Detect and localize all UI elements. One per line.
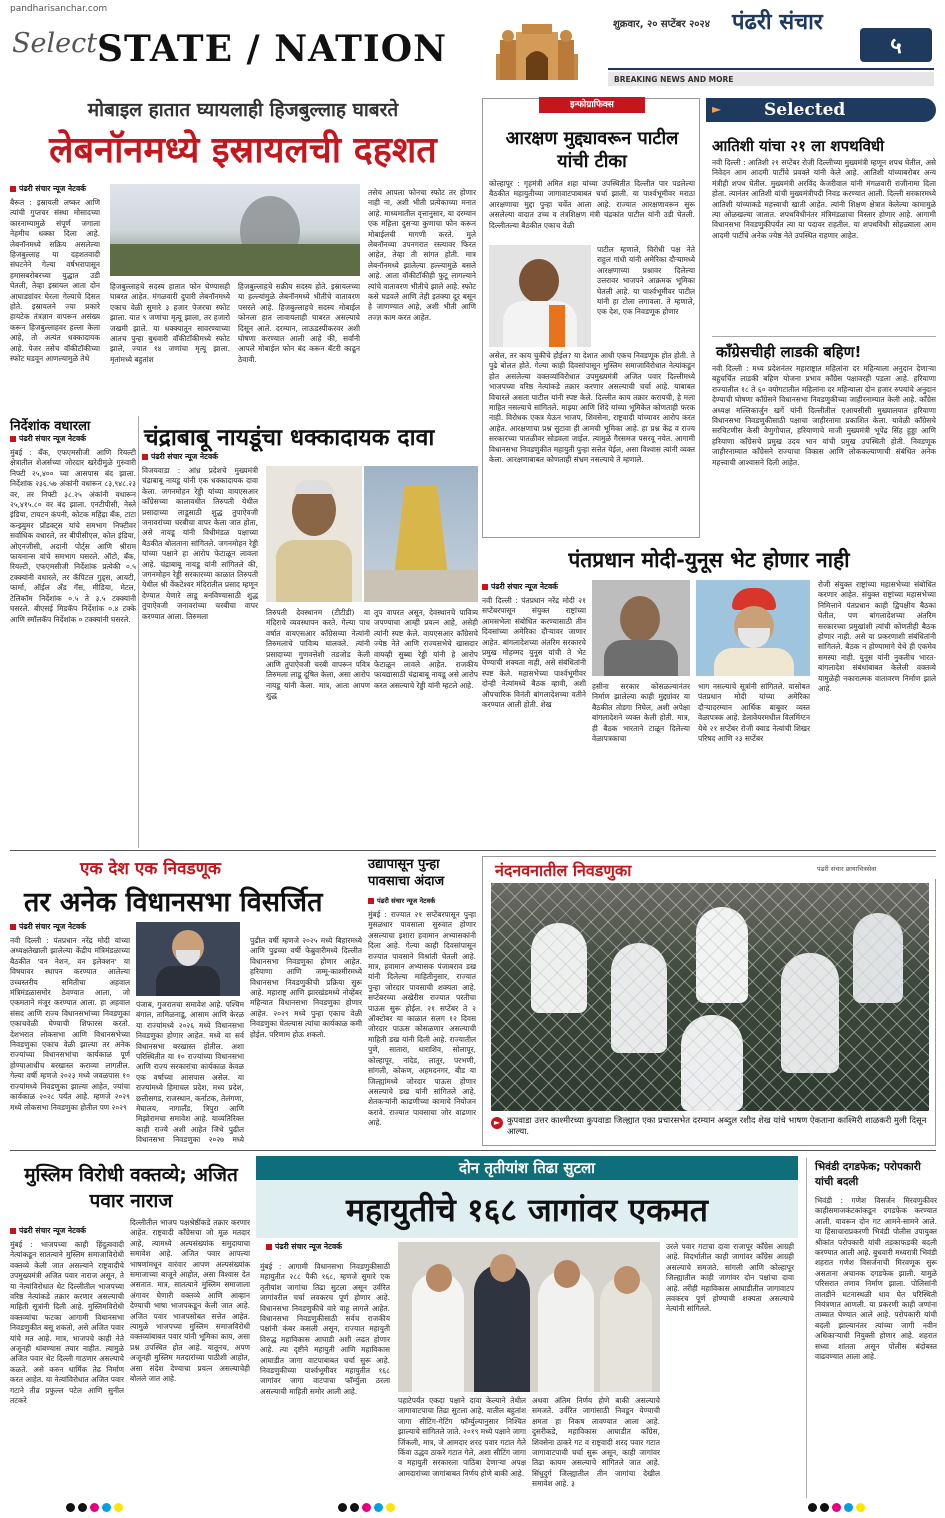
masthead-rule bbox=[608, 68, 934, 70]
saffron-scarf bbox=[549, 305, 565, 347]
one-nation-kicker: एक देश एक निवडणूक bbox=[80, 859, 221, 879]
naidu-byline bbox=[142, 452, 218, 462]
byline-text: पंढरी संचार न्यूज नेटवर्क bbox=[377, 897, 436, 905]
ajit-pawar-article bbox=[10, 1158, 250, 1500]
kashmir-section-title: नंदनवनातील निवडणुका bbox=[495, 861, 632, 880]
ladki-bahin-body: नवी दिल्ली : मध्य प्रदेशनंतर महाराष्ट्रात महिलांना दर महिन्याला अनुदान देणाऱ्या बहुचर्चित लाडकी बहिण योजना प्रभाव कॉंग्रेस पक्षावरही पडला आहे. हरियाणा राज्यातील १८ ते ६० वयोगटातील महिलांना दर महिन्याला दोन हजार रुपयांचे अनुदान देण्याची घोषणा कॉंग्रेसने विधानसभा निवडणुकीच्या जाहीरनाम्यात केली आहे. कॉंग्रेस अध्यक्ष मल्लिकार्जुन खर्गे यांनी दिल्लीतील एआयसीसी मुख्यालयात हरियाणा विधानसभा निवडणुकीसाठी पक्षाचा जाहीरनामा प्रकाशित केला. यावेळी कॉंग्रेसचे सरचिटणीस केसी वेणुगोपाल, हरियाणाचे माजी मुख्यमंत्री भूपेंद्र सिंह हुड्डा आणि हरियाणा कॉंग्रेसचे प्रमुख उदय भान यांची प्रमुख उपस्थिती होती. निवडणूक जाहीरनाम्यात कॉंग्रेसने राज्याचा विकास आणि लोककल्याणाची संबंधित अनेक महत्त्वाची आश्वासने दिली आहेत. bbox=[712, 364, 936, 467]
selected-banner bbox=[706, 98, 936, 122]
byline-marker bbox=[10, 186, 16, 192]
patil-col2: पाटील म्हणाले, विरोधी पक्ष नेते राहुल गांधी यांनी अमेरिका दौऱ्यामध्ये आरक्षणाच्या प्रश्नावर दिलेल्या उत्तरावर भाजपने आक्रमक भूमिका घेतली आहे. या पार्श्वभूमीवर पाटील यांनी हा टोला लगावला. ते म्हणाले, एक देश, एक निवडणूक होणार bbox=[597, 245, 695, 317]
col-divider-left bbox=[138, 416, 139, 848]
row-divider-mid bbox=[10, 850, 936, 851]
speaker-body bbox=[503, 301, 577, 347]
byline-text: पंढरी संचार न्यूज नेटवर्क bbox=[19, 1226, 86, 1235]
date-line: शुक्रवार, २० सप्टेंबर २०२४ bbox=[613, 19, 710, 30]
kashmir-caption: कुपवाडा उत्तर काश्मीरच्या कुपवाडा जिल्ह्यात एका प्रचारसभेत दरम्यान अब्दुल रशीद शेख यांचे भाषण ऐकताना काश्मिरी शाळकरी मुली दिसून आल्या. bbox=[507, 1115, 927, 1136]
masthead bbox=[0, 0, 945, 90]
speaker-beard bbox=[176, 950, 200, 966]
mahayuti-kicker-bar bbox=[256, 1156, 798, 1180]
infographic-box bbox=[482, 98, 700, 538]
kashmir-photo-credit: पंढरी संचार छायाचित्रसेवा bbox=[817, 865, 877, 873]
kashmir-girls-photo bbox=[491, 883, 929, 1111]
breaking-strip bbox=[608, 72, 934, 86]
modi-cabinet-photo bbox=[136, 922, 240, 996]
naidu-article bbox=[142, 420, 478, 844]
modi-yunus-headline: पंतप्रधान मोदी-युनूस भेट होणार नाही bbox=[568, 548, 850, 572]
mahayuti-col4: उरले पवार गटाचा दावा राजापूर काँग्रेस आग्रही आहे. विदर्भातील काही जागांवर काँग्रेस आग्रही असल्याचे समजते. सांगली आणि कोल्हापूर जिल्ह्यातील काही जागांवर दोन पक्षांचा दावा आहे. तरीही महाविकास आघाडीतील जागावाटप लवकरच पूर्ण होण्याची शक्यता असल्याचे नेत्यांनी सांगितले. bbox=[666, 1242, 794, 1314]
caption-arrow-icon: ► bbox=[491, 1117, 503, 1129]
patil-body: असेल, तर काय चुकीचे होईल? या देशात आधी एकच निवडणूक होत होती. ते पुढे बोलत होते. गेल्या काही दिवसांपासून मुस्लिम समाजाविरोधात नेत्यांकडून होत असलेल्या वक्तव्यांविरोधात उपमुख्यमंत्री अजित पवार दिल्लीमध्ये भाजपच्या वरिष्ठ नेत्यांकडे तक्रार करणार असल्याची चर्चा आहे. याबाबत विचारले असता पाटील यांनी स्पष्ट केले. दिल्लीत काय तक्रार करायची, हे मला माहित नसल्याचे सांगितले. माझ्या आणि शिंदे यांच्या भूमिकेत कोणताही फरक नाही. विरोधक एकत्र येऊन भाजप, शिवसेना, राष्ट्रवादी यांच्यावर आरोप करत आहेत. आरक्षणाचा प्रश्न सुटावा ही आमची भूमिका आहे. हा प्रश्न केंद्र व राज्य सरकारच्या पातळीवर सोडवला जाईल. त्यामुळे गैरसमज पसरवू नयेत. आगामी विधानसभा निवडणुकीत महायुती पुन्हा सत्तेत येईल, असा विश्वास त्यांनी व्यक्त केला. आरक्षणाबाबत कोणताही संभ्रम नसल्याचे ते म्हणाले. bbox=[489, 351, 695, 465]
one-nation-col1: नवी दिल्ली : पंतप्रधान नरेंद्र मोदी यांच्या अध्यक्षतेखाली झालेल्या केंद्रीय मंत्रिमंडळाच्या बैठकीत 'वन नेशन, वन इलेक्शन' या विषयावर स्थापन करण्यात आलेल्या उच्चस्तरीय समितीचा अहवाल मंत्रिमंडळासमोर ठेवण्यात आला, जो एकमताने मंजूर करण्यात आला. हा अहवाल संसद आणि राज्य विधानसभांच्या निवडणुका एकाचवेळी घेण्याची शिफारस करतो. देशभरात लोकसभा आणि विधानसभेच्या निवडणुका एकाच वेळी झाल्या तर अनेक राज्यांच्या विधानसभांचा कार्यकाळ पूर्ण होण्याआधीच बरखास्त कराव्या लागतील. गेल्या वर्षी म्हणजे २०२३ मध्ये जवळपास १० राज्यांमध्ये निवडणुका झाल्या आहेत, ज्यांचा कार्यकाळ २०२८ पर्यंत आहे. म्हणजे २०२९ मध्ये लोकसभा निवडणुका होतील पण २०२९ bbox=[10, 936, 130, 1112]
byline-text: पंढरी संचार न्यूज नेटवर्क bbox=[275, 1242, 342, 1251]
ajit-pawar-headline: मुस्लिम विरोधी वक्तव्ये; अजित पवार नाराज bbox=[24, 1164, 238, 1212]
lebanon-col2: हिजबुल्लाहचे सदस्य हातात फोन घेण्यासही घाबरत आहेत. मंगळवारी दुपारी लेबनॉनमध्ये एकाच वेळी सुमारे ३ हजार पेजरचा स्फोट झाला. यात ९ जणांचा मृत्यू झाला, तर हजारो जखमी झाले. या धक्क्यातून सावरण्याच्या आतच पुन्हा बुधवारी वॉकीटॉकीमध्ये स्फोट झाले, ज्यात १४ जणांचा मृत्यू झाला. मृतांमध्ये बहुतांश bbox=[110, 282, 230, 364]
ajit-pawar-col2: दिल्लीतील भाजप पक्षश्रेष्ठींकडे तक्रार करणार आहेत. राष्ट्रवादी काँग्रेसचा जो मूळ मतदार आहे, त्यामध्ये अल्पसंख्यांक समुदायाचा समावेश आहे. अजित पवार आपल्या भाषणांमधून वारंवार आपण अल्पसंख्यांक समाजाच्या बाजूने आहोत, असा विश्वास देत असतात. मात्र, सातत्याने मुस्लिम समाजाला अंगावर घेणारी वक्तव्ये आणि आव्हान देण्याची भाषा भाजपकडून केली जात आहे. अजित पवार भाजपसोबत सत्तेत आहेत. त्यामुळे भाजपच्या मुस्लिम समाजविरोधी वक्तव्यांबाबत पवार यांनी भूमिका काय, असा प्रश्न उपस्थित होत आहे. यातूनच, अपण अजूनही मुस्लिम मतदारांच्या पाठीशी आहोत, असा संदेश देण्याचा प्रयत्न असल्याचेही बोलले जात आहे. bbox=[130, 1218, 250, 1384]
temple-gopuram bbox=[394, 486, 448, 576]
row-divider-bottom bbox=[10, 1150, 936, 1151]
section-title: STATE / NATION bbox=[97, 28, 447, 70]
modi-photo-small bbox=[696, 580, 810, 676]
lebanon-article bbox=[10, 96, 476, 406]
byline-text: पंढरी संचार न्यूज नेटवर्क bbox=[491, 582, 558, 591]
modi-yunus-article bbox=[482, 546, 936, 846]
infographic-label bbox=[539, 97, 645, 113]
byline-marker bbox=[10, 1228, 16, 1234]
registration-marks-center bbox=[338, 1503, 395, 1512]
tirupati-temple-photo bbox=[364, 466, 478, 602]
byline-text: पंढरी संचार न्यूज नेटवर्क bbox=[19, 434, 86, 443]
mahayuti-col3: अथवा अंतिम निर्णय होणे बाकी असल्याचे समजते. उर्वरित जागांसाठी निवडून येण्याची क्षमता हा निकष लावण्यात आला आहे. दुसरीकडे, महाविकास आघाडीत काँग्रेस, शिवसेना ठाकरे गट व राष्ट्रवादी शरद पवार गटात जागावाटपाची चर्चा सुरू असून, काही जागांवर तिढा कायम असल्याचे सांगितले जात आहे. सिंधुदुर्ग जिल्ह्यातील तीन जागांचा देखील समावेश आहे. ३ bbox=[532, 1396, 660, 1489]
patil-photo bbox=[489, 245, 591, 347]
modi-kurta bbox=[714, 648, 794, 676]
sensex-article bbox=[10, 416, 136, 846]
ajit-pawar-byline bbox=[10, 1226, 86, 1236]
byline-text: पंढरी संचार न्यूज नेटवर्क bbox=[151, 452, 218, 461]
yunus-photo bbox=[592, 580, 690, 676]
byline-marker bbox=[482, 584, 488, 590]
page-number: ५ bbox=[890, 34, 902, 59]
gateway-illustration bbox=[492, 14, 582, 80]
rain-article bbox=[368, 856, 476, 1146]
naidu-hair bbox=[294, 480, 334, 494]
paper-name: पंढरी संचार bbox=[732, 10, 823, 35]
leader-face-4 bbox=[614, 1266, 640, 1294]
lebanon-byline bbox=[10, 184, 86, 194]
modi-yunus-byline bbox=[482, 582, 558, 592]
naidu-shirt bbox=[276, 540, 352, 602]
selected-label: Selected bbox=[764, 100, 846, 120]
mahayuti-kicker: दोन तृतीयांश तिढा सुटला bbox=[458, 1159, 596, 1177]
ajit-pawar-col1: मुंबई : भाजपच्या काही हिंदुत्ववादी नेत्यांकडून सातत्याने मुस्लिम समाजाविरोधी वक्तव्ये केली जात असल्याने राष्ट्रवादीचे उपमुख्यमंत्री अजित पवार नाराज असून, ते या नेत्यांविरोधात थेट दिल्लीतील भाजपच्या वरिष्ठ नेत्यांकडे तक्रार करणार असल्याची माहिती सूत्रांनी दिली आहे. मुस्लिमविरोधी वक्तव्यांचा फटका आगामी विधानसभा निवडणुकीत बसू शकतो, असे अजित पवार यांचे मत आहे. मात्र, भाजपचे काही नेते अजूनही थांबण्यास तयार नाहीत. त्यामुळे अजित पवार थेट दिल्ली गाठणार असल्याचे कळते. असे करुन धार्मिक तेढ निर्माण करत आहेत. या नेत्यांविरोधात अजित पवार गटाने तीव्र प्रफुल्ल पटेल आणि सुनील तटकरे bbox=[10, 1240, 124, 1406]
temple-base bbox=[364, 570, 478, 602]
rain-body: मुंबई : राज्यात २१ सप्टेंबरपासून पुन्हा मुसळधार पावसाला सुरुवात होणार असल्याचा इशारा हवामान अभ्यासकांनी दिला आहे. गेल्या काही दिवसांपासून राज्यात पावसाने विश्रांती घेतली आहे. मात्र, हवामान अभ्यासक पंजाबराव डख यांनी दिलेल्या माहितीनुसार, राज्यात पुन्हा जोरदार पावसाची शक्यता आहे. सप्टेंबरच्या अखेरीस राज्यात परतीचा पाऊस सुरू होईल. २१ सप्टेंबर ते २ ऑक्टोबर या काळात सलग १२ दिवस जोरदार पाऊस कोसळणार असल्याची माहिती डख यांनी दिली आहे. राज्यातील पुणे, सातारा, धाराशिव, सोलापूर, कोल्हापूर, नांदेड, लातूर, परभणी, सांगली, कोकण, अहमदनगर, बीड या जिल्ह्यांमध्ये जोरदार पाऊस होणार असल्याचे डख यांनी सांगितले आहे. शेतकऱ्यांनी काढणीच्या कामाचे नियोजन करावे. राज्यात पावसाचा जोर वाढणार आहे. bbox=[368, 910, 476, 1128]
byline-marker bbox=[266, 1244, 272, 1250]
breaking-label: BREAKING NEWS AND MORE bbox=[614, 74, 734, 84]
naidu-col1: विजयवाडा : आंध्र प्रदेशचे मुख्यमंत्री चंद्राबाबू नायडू यांनी एक धक्कादायक दावा केला. जगनमोहन रेड्डी यांच्या वायएसआर कॉंग्रेसच्या कालावधीत तिरुपती येथील प्रसादाच्या लाडूसाठी शुद्ध तुपाऐवजी जनावरांच्या चरबीचा वापर केला जात होता, असे नायडू यांनी विधीमंडळ पक्षाच्या बैठकीत बोलताना सांगितले. जगनमोहन रेड्डी यांच्या पक्षाने हा आरोप फेटाळून लावला आहे. चंद्राबाबू नायडू यांनी सांगितले की, जगनमोहन रेड्डी सरकारच्या काळात तिरुपती येथील श्री वेंकटेश्वर मंदिरातील प्रसाद म्हणून देण्यात येणारे लाडू बनविण्यासाठी शुद्ध तुपाऐवजी जनावरांच्या चरबीचा वापर करण्यात आला. तिरुमला bbox=[142, 466, 258, 621]
mahayuti-byline bbox=[266, 1242, 342, 1252]
leader-face-1 bbox=[426, 1264, 452, 1292]
registration-marks-right bbox=[808, 1503, 865, 1512]
lebanon-headline: लेबनॉनमध्ये इस्रायलची दहशत bbox=[49, 130, 437, 171]
lebanon-col4: तसेच आपला फोनचा स्फोट तर होणार नाही ना, अशी भीती प्रत्येकाच्या मनात आहे. माध्यमातील वृत्तानुसार, या दरम्यान एक महिला दुसऱ्या कुणाचा फोन करून मोबाईलची मागणी करते. मुले लेबनॉनच्या उपनगरात रस्त्यावर फिरत आहेत, तेव्हा ती सांगत होती. मात्र लेबनॉनमध्ये झालेल्या हल्ल्यामुळे बसले आहे. आता वॉकीटॉकीही फुटू लागल्याने त्यांचे वातावरण भीतीचे झाले आहे. स्फोट कसे घडवले आणि तेही इतक्या दूर बसून हे जाणण्यात आहे, अशी भीती आणि तज्ज्ञ काम करत आहेत. bbox=[368, 188, 476, 322]
yunus-head bbox=[620, 596, 660, 642]
one-nation-headline: तर अनेक विधानसभा विसर्जित bbox=[24, 887, 323, 918]
mahayuti-headline: महायुतीचे १६८ जागांवर एकमत bbox=[345, 1191, 709, 1229]
lebanon-col1: बैरूत : इस्रायली लष्कर आणि त्यांची गुप्तचर संस्था मोसादच्या कारनाम्यामुळे संपूर्ण जगाला नेहमीच धक्का दिला आहे. लेबनॉनमध्ये सक्रिय असलेल्या हिजबुल्लाह या दहशतवादी संघटनेने गेल्या वर्षभरापासून हमासबरोबरच्या युद्धात उडी घेतली, तेव्हा इस्रायल आता दोन आघाड्यांवर घेरला गेल्याचे दिसत होते. इस्रायलने ज्या प्रकारे हायटेक तंत्रज्ञान वापरून असंख्य करून हिजबुल्लाहवर हल्ला केला आहे, तो अत्यंत धक्कादायक आहे. पेजर तसेच वॉकीटॉकीच्या स्फोट घडवून आणल्यामुळे तेथे bbox=[10, 198, 100, 364]
hill bbox=[110, 244, 360, 276]
mahayuti-col2: पहाटेपर्यंत एकदा पक्षाने दावा केल्याने तेथील जागावाटपाचा तिढा सुटला आहे. यातील बहुतांश जागा सीटिंग-गेटिंग फॉर्म्युल्यानुसार निश्चित झाल्याचे सांगितले जाते. २०१९ मध्ये पक्षाने जागा जिंकली, मात्र, जे आमदार शरद पवार गटात गेले किंवा उद्धव ठाकरे गटात गेले, अशा सीटिंग जागा व महायुती सरकारला पाठिंबा देणाऱ्या अपक्ष आमदारांच्या जागांबाबत निर्णय होणे बाकी आहे. bbox=[398, 1396, 526, 1478]
atishi-body: नवी दिल्ली : आतिशी २१ सप्टेंबर रोजी दिल्लीच्या मुख्यमंत्री म्हणून शपथ घेतील, असे निवेदन आम आदमी पार्टीचे प्रवक्ते यांनी केले आहे. आतिशी यांच्याबरोबर अन्य मंत्रीही शपथ घेतील. मुख्यमंत्री अरविंद केजरीवाल यांनी मंगळवारी राजीनामा दिला होता. त्यानंतर आतिशी यांची मुख्यमंत्रीपदी निवड करण्यात आली. दिल्ली सरकारमध्ये आतिशी यांच्याकडे महत्त्वाची खाती आहेत. त्यांनी शिक्षण क्षेत्रात केलेल्या कामामुळे त्या ओळखल्या जातात. शपथविधीनंतर मंत्रिमंडळाचा विस्तार होणार आहे. आगामी विधानसभा निवडणुकीपर्यंत त्या या पदावर राहतील. या शपथविधी सोहळ्याला आम आदमी पार्टीचे अनेक ज्येष्ठ नेते उपस्थित राहणार आहेत. bbox=[712, 158, 936, 240]
sensex-body: मुंबई : बँक, एफएमसीजी आणि रियल्टी क्षेत्रातील शेअर्सच्या जोरदार खरेदीमुळे गुरुवारी निफ्टी २५,४०० च्या आसपास बंद झाला. निर्देशांक २३६.५७ अंकांनी वधारून ८३,९४८.२३ वर, तर निफ्टी ३८.२५ अंकांनी वधारून २५,४१५.८० वर बंद झाला. एनटीपीसी, नेस्ले इंडिया, टायटन कंपनी, कोटक महिंद्रा बँक, टाटा कन्झ्युमर प्रॉडक्ट्स यांचे समभाग निफ्टीवर सर्वाधिक वधारले, तर बीपीसीएल, कोल इंडिया, ओएनजीसी, अदानी पोर्ट्स आणि श्रीराम फायनान्स यांचे समभाग घसरले. ऑटो, बँक, रियल्टी, एफएमसीजी निर्देशांक प्रत्येकी ०.५ टक्क्यांनी वधारले, तर कॅपिटल गुड्स, आयटी, फार्मा, ऑईल अँड गॅस, मीडिया, मेटल, टेलिकॉम निर्देशांक ०.५ ते ३.५ टक्क्यांनी घसरले. बीएसई मिडकॅप निर्देशांक ०.४ टक्के आणि स्मॉलकॅप निर्देशांक ० टक्क्यांनी घसरले. bbox=[10, 448, 136, 624]
naidu-col3: तूप वापरत असून, देवस्थानचे पावित्र्य जपण्याचा आम्ही प्रयत्न आहे, असेही त्यांनी स्पष्ट केले. वायएसआर कॉंग्रेसचे ज्येष्ठ नेते आणि राज्यसभेचे खासदार वायव्ही सुब्बा रेड्डी यांनी हे आरोप फेटाळून लावले आहेत. राजकीय फायद्यासाठी चंद्राबाबू नायडू असे आरोप करत असल्याचे रेड्डी यांनी म्हटले आहे. bbox=[374, 608, 478, 690]
registration-marks-left bbox=[66, 1503, 123, 1512]
leader-3 bbox=[538, 1270, 594, 1392]
byline-marker bbox=[10, 924, 16, 930]
bhiwandi-article bbox=[806, 1158, 936, 1498]
sensex-heading: निर्देशांक वधारला bbox=[10, 419, 91, 434]
naidu-col2: तिरुपती देवस्थानम (टीटीडी) या मंदिराचे व्यवस्थापन करते. गेल्या पाच वर्षात वायएसआर कॉंग्रेसच्या नेत्यांनी तिरुमलाचे पावित्र्य घालवले. त्यांनी प्रसादाच्या गुणवत्तेशी तडजोड केली आणि तुपाऐवजी चरबी वापरून पवित्र तिरुमला लाडू दूषित केला, असा आरोप नायडू यांनी केला. मात्र, आता आपण शुद्ध bbox=[266, 608, 370, 701]
bhiwandi-body: भिवंडी : गणेश विसर्जन मिरवणुकीवर काहीसमाजकंटकांकडून दगडफेक करण्यात आली. यावरून दोन गट आमने-सामने आले. या हिंसाचाराप्रकरणी भिवंडी पोलीस उपायुक्त श्रीकांत परोपकारी यांची तडकाफडकी बदली करण्यात आली आहे. बुधवारी मध्यरात्री भिवंडी शहरात गणेश विसर्जनाची मिरवणूक सुरू असताना अचानक दगडफेक झाली. यामुळे परिसरात तणाव निर्माण झाला. पोलिसांनी तातडीने घटनास्थळी धाव घेत परिस्थिती नियंत्रणात आणली. या प्रकरणी काही जणांना ताब्यात घेण्यात आले आहे. परोपकारी यांची बदली झाल्यानंतर त्यांच्या जागी नवीन अधिकाऱ्याची नियुक्ती होणार आहे. शहरात सध्या शांतता असून पोलीस बंदोबस्त वाढवण्यात आला आहे. bbox=[815, 1196, 937, 1362]
one-nation-article bbox=[10, 856, 362, 1146]
lebanon-kicker: मोबाइल हातात घ्यायलाही हिजबुल्लाह घाबरते bbox=[87, 99, 399, 121]
byline-marker bbox=[10, 436, 16, 442]
page-number-badge bbox=[860, 28, 932, 62]
modi-yunus-col1: नवी दिल्ली : पंतप्रधान नरेंद्र मोदी २१ सप्टेंबरपासून संयुक्त राष्ट्रांच्या आमसभेला संबोधित करण्यासाठी तीन दिवसांच्या अमेरिका दौऱ्यावर जाणार आहेत. बांगलादेशच्या अंतरिम सरकारचे प्रमुख मोहम्मद युनूस यांची ते भेट घेण्याची शक्यता नाही, असे संबंधितांनी स्पष्ट केले. महासभेच्या पार्श्वभूमीवर दोन्ही नेत्यांमध्ये बैठक व्हावी, अशी औपचारिक विनंती बांगलादेशच्या वतीने करण्यात आली होती. शेख bbox=[482, 596, 586, 710]
naidu-headline: चंद्राबाबू नायडूंचा धक्कादायक दावा bbox=[144, 425, 435, 451]
leader-face-2 bbox=[490, 1254, 516, 1282]
sensex-byline bbox=[10, 434, 86, 444]
modi-yunus-col4: रोजी संयुक्त राष्ट्रांच्या महासभेच्या संबोधित करणार आहेत. संयुक्त राष्ट्रांच्या महासभेच्या निमित्ताने पंतप्रधान काही द्विपक्षीय बैठका घेतील, पण बांगलादेशच्या अंतरिम सरकारच्या प्रमुखांशी त्यांची कोणतीही बैठक होणार नाही. असे या प्रकरणाशी संबंधितांनी सांगितले. बैठक न होण्यामागे येथे ही एकमेव समस्या नाही. युनूस यांनी नुकतीच भारत-बांगलादेश संबंधांबाबत केलेली वक्तव्ये यामुळेही नकारात्मक वातावरण निर्माण झाले आहे. bbox=[818, 580, 936, 694]
mahayuti-leaders-photo bbox=[398, 1242, 660, 1392]
kashmir-photo-feature bbox=[482, 856, 936, 1146]
selected-arrow-icon: ► bbox=[712, 102, 722, 116]
byline-marker bbox=[142, 454, 148, 460]
one-nation-col4: पुढील वर्षी म्हणजे २०२५ मध्ये बिहारमध्ये आणि पुढच्या वर्षी फेब्रुवारीमध्ये दिल्लीत विधानसभा निवडणुका होणार आहेत. हरियाणा आणि जम्मू-काश्मीरमध्ये विधानसभा निवडणुकीची प्रक्रिया सुरू आहे. महाराष्ट्र आणि झारखंडमध्ये नोव्हेंबर महिन्यात विधानसभा निवडणुका होणार आहेत. २०२९ मध्ये पुन्हा एकाच वेळी निवडणुका घेतल्यास त्यांचा कार्यकाळ कमी होईल. परिणाम होऊ शकतो. bbox=[250, 936, 362, 1039]
selected-divider bbox=[712, 336, 936, 337]
chain-link-fence bbox=[491, 883, 929, 1111]
byline-marker bbox=[368, 898, 374, 904]
lebanon-col3: हिजबुल्लाहचे सक्रीय सदस्य होते. इस्रायलच्या या हल्ल्यांमुळे लेबनॉनमध्ये भीतीचे वातावरण पसरले आहे. हिजबुल्लाहचे सदस्य मोबाईल फोनला हात लावायलाही घाबरत असल्याचे दिसून आले. दरम्यान, लाऊडस्पीकरवर अशी घोषणा करण्यात आली आहे की, सर्वांनी आपले मोबाईल फोन बंद करून बॅटरी काढून ठेवावी. bbox=[238, 282, 360, 364]
select-word: Select bbox=[12, 28, 98, 59]
modi-yunus-col2: हसीना सरकार कोसळल्यानंतर निर्माण झालेल्या काही मुद्द्यांवर या बैठकीत तोडगा निघेल, अशी अपेक्षा बांगलादेशने व्यक्त केली होती. मात्र, ही बैठक भारताने टाळून दिलेल्या वेळापत्रकाचा bbox=[592, 682, 690, 744]
kashmir-section-label bbox=[483, 857, 937, 879]
leader-face-3 bbox=[554, 1260, 580, 1288]
yunus-body bbox=[604, 640, 678, 676]
speaker-jacket bbox=[156, 966, 220, 996]
mahayuti-col1: मुंबई : आगामी विधानसभा निवडणुकीसाठी महायुतीत २८८ पैकी १६८, म्हणजे सुमारे एक तृतीयांश जागांचा तिढा सुटला असून उर्वरित जागांवरील चर्चा लवकरच पूर्ण होणार आहे. विधानसभा निवडणुकीचे वारे वाहू लागले आहेत. विधानसभा निवडणुकीसाठी सर्वच राजकीय पक्षांनी कंबर कसली असून, राज्यात महायुती विरुद्ध महाविकास आघाडी अशी लढत होणार आहे. त्या दृष्टीने महायुती आणि महाविकास आघाडीत जागा वाटपाबाबत चर्चा सुरू आहे. निवडणुकीच्या पार्श्वभूमीवर महायुतीत १६८ जागांवर जागा वाटपाचा फॉर्म्युला ठरला असल्याची माहिती समोर आली आहे. bbox=[260, 1262, 390, 1396]
naidu-photo bbox=[266, 466, 362, 602]
rain-headline: उद्यापासून पुन्हा पावसाचा अंदाज bbox=[368, 857, 445, 889]
byline-text: पंढरी संचार न्यूज नेटवर्क bbox=[19, 922, 86, 931]
modi-yunus-col3: भाग नसल्याचे सूत्रांनी सांगितले. यासोबत पंतप्रधान मोदी यांच्या अमेरिका दौऱ्यादरम्यान आर्थिक बाबूवर व्यस्त वेळापत्रक आहे. डेलावेयरमधील विलमिंग्टन येथे २१ सप्टेंबर रोजी क्वाड नेत्यांची शिखर परिषद आणि २३ सप्टेंबर bbox=[698, 682, 810, 744]
one-nation-col2: पंजाब, गुजरातचा समावेश आहे. पश्चिम बंगाल, तामिळनाडू, आसाम आणि केरळ या राज्यांमध्ये २०२६ मध्ये विधानसभा निवडणुका होणार आहेत. मध्ये या सर्व विधानसभा बरखास्त होतील. अशा परिस्थितीत या १० राज्यांच्या विधानसभा आणि राज्य सरकारांचा कार्यकाळ केवळ एक वर्षाच्या आसपास असेल. या राज्यांमध्ये हिमाचल प्रदेश, मध्य प्रदेश, छत्तीसगड, राजस्थान, कर्नाटक, तेलंगणा, मेघालय, नागालँड, त्रिपुरा आणि मिझोरामचा समावेश आहे. याव्यतिरिक्त काही राज्ये अशी आहेत जिथे पुढील विधानसभा निवडणुका २०२७ मध्ये bbox=[136, 1000, 244, 1145]
leader-2 bbox=[474, 1264, 530, 1392]
atishi-headline: आतिशी यांचा २१ ला शपथविधी bbox=[712, 137, 885, 155]
bhiwandi-headline: भिवंडी दगडफेक; परोपकारी यांची बदली bbox=[815, 1161, 921, 1188]
speaker-head bbox=[519, 259, 559, 303]
rain-byline bbox=[368, 896, 435, 905]
mahayuti-article bbox=[256, 1156, 798, 1500]
one-nation-byline bbox=[10, 922, 86, 932]
byline-text: पंढरी संचार न्यूज नेटवर्क bbox=[19, 184, 86, 193]
patil-intro: कोल्हापूर : गृहमंत्री अमित शहा यांच्या उपस्थितीत दिल्लीत पार पडलेल्या बैठकीत महायुतीच्या जागावाटपाबाबत चर्चा झाली. या पार्श्वभूमीवर मराठा आरक्षणाचा मुद्दा पुन्हा चर्चेत आला आहे. राज्यात आरक्षणावरून सुरू असलेल्या वादात उच्च व तंत्रशिक्षण मंत्री चंद्रकांत पाटील यांनी उडी घेतली. दिल्लीतल्या बैठकीत एकाच वेळी bbox=[489, 179, 695, 230]
infographic-label-text: इन्फोग्राफिक्स bbox=[570, 100, 614, 110]
modi-beard bbox=[738, 628, 770, 648]
site-url[interactable]: pandharisanchar.com bbox=[10, 4, 108, 14]
patil-headline: आरक्षण मुद्द्यावरून पाटील यांची टीका bbox=[505, 128, 679, 172]
explosion-photo bbox=[110, 184, 360, 276]
ladki-bahin-headline: काँग्रेसचीही लाडकी बहिण! bbox=[716, 343, 862, 361]
selected-column bbox=[706, 96, 936, 528]
